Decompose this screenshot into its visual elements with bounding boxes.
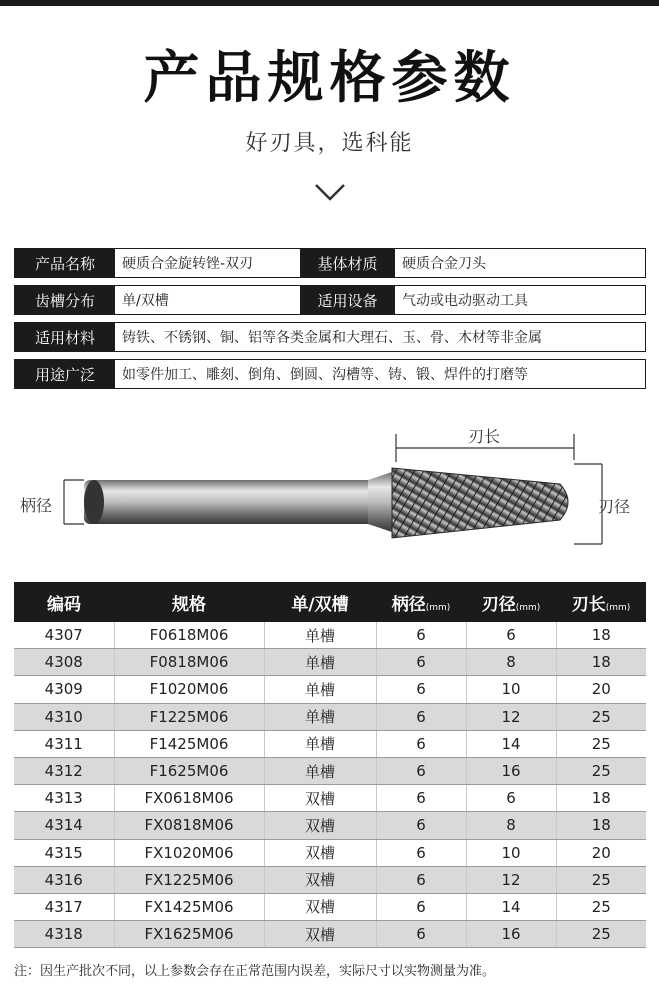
table-cell: 16 xyxy=(466,921,556,948)
table-row xyxy=(14,622,646,649)
table-cell: F1425M06 xyxy=(114,730,264,757)
table-cell: 6 xyxy=(376,703,466,730)
table-cell: 4315 xyxy=(14,839,114,866)
table-cell: 25 xyxy=(556,757,646,784)
table-cell: 单槽 xyxy=(264,622,376,649)
table-cell: 4311 xyxy=(14,730,114,757)
table-row xyxy=(14,730,646,757)
table-cell: 4314 xyxy=(14,812,114,839)
table-cell: 18 xyxy=(556,785,646,812)
table-cell: 双槽 xyxy=(264,893,376,920)
table-cell: 单槽 xyxy=(264,730,376,757)
spec-label: 产品名称 xyxy=(15,249,115,277)
spec-row xyxy=(14,285,646,315)
table-cell: 16 xyxy=(466,757,556,784)
page-title: 产品规格参数 xyxy=(143,46,516,111)
table-cell: 6 xyxy=(376,785,466,812)
table-cell: FX0818M06 xyxy=(114,812,264,839)
table-cell: 20 xyxy=(556,676,646,703)
table-cell: 4310 xyxy=(14,703,114,730)
table-cell: 12 xyxy=(466,703,556,730)
table-cell: 14 xyxy=(466,730,556,757)
column-header-blade-length: 刃长(mm) xyxy=(556,582,646,622)
spec-value: 硬质合金刀头 xyxy=(402,256,486,272)
table-cell: 6 xyxy=(376,730,466,757)
rotary-burr-illustration xyxy=(0,420,659,560)
column-header-blade-dia: 刃径(mm) xyxy=(466,582,556,622)
table-cell: 双槽 xyxy=(264,812,376,839)
table-cell: FX1425M06 xyxy=(114,893,264,920)
table-cell: 双槽 xyxy=(264,785,376,812)
spec-row xyxy=(14,359,646,389)
spec-table xyxy=(14,248,646,396)
chevron-down-icon xyxy=(314,182,346,202)
spec-value: 气动或电动驱动工具 xyxy=(402,293,528,309)
table-cell: 4309 xyxy=(14,676,114,703)
blade-length-label: 刃长 xyxy=(468,427,501,446)
table-cell: 4312 xyxy=(14,757,114,784)
table-row xyxy=(14,893,646,920)
spec-data-table xyxy=(14,582,646,948)
table-row xyxy=(14,703,646,730)
table-cell: 6 xyxy=(376,812,466,839)
table-row xyxy=(14,921,646,948)
spec-value: 如零件加工、雕刻、倒角、倒圆、沟槽等、铸、锻、焊件的打磨等 xyxy=(122,367,528,383)
table-cell: 4316 xyxy=(14,866,114,893)
table-row xyxy=(14,785,646,812)
table-cell: 25 xyxy=(556,921,646,948)
top-bar xyxy=(0,0,659,6)
column-header-flute: 单/双槽 xyxy=(264,582,376,622)
table-cell: 6 xyxy=(466,622,556,649)
table-header-row xyxy=(14,582,646,622)
table-cell: FX1225M06 xyxy=(114,866,264,893)
table-row xyxy=(14,839,646,866)
table-row xyxy=(14,649,646,676)
table-cell: 6 xyxy=(376,921,466,948)
table-cell: 6 xyxy=(376,757,466,784)
table-cell: F1625M06 xyxy=(114,757,264,784)
column-header-spec: 规格 xyxy=(114,582,264,622)
table-cell: 6 xyxy=(466,785,556,812)
table-cell: 6 xyxy=(376,866,466,893)
table-cell: 6 xyxy=(376,676,466,703)
table-cell: F1020M06 xyxy=(114,676,264,703)
table-cell: 25 xyxy=(556,730,646,757)
table-row xyxy=(14,676,646,703)
page-subtitle: 好刃具，选科能 xyxy=(245,131,414,156)
table-cell: 25 xyxy=(556,866,646,893)
table-cell: FX1625M06 xyxy=(114,921,264,948)
table-row xyxy=(14,812,646,839)
table-cell: 10 xyxy=(466,676,556,703)
table-cell: 4313 xyxy=(14,785,114,812)
spec-value: 硬质合金旋转锉-双刃 xyxy=(122,256,254,272)
tool-diagram xyxy=(0,420,659,560)
table-cell: 6 xyxy=(376,649,466,676)
table-row xyxy=(14,757,646,784)
column-header-shank: 柄径(mm) xyxy=(376,582,466,622)
table-cell: 20 xyxy=(556,839,646,866)
table-cell: 10 xyxy=(466,839,556,866)
table-cell: 18 xyxy=(556,812,646,839)
spec-value: 铸铁、不锈钢、铜、铝等各类金属和大理石、玉、骨、木材等非金属 xyxy=(122,330,542,346)
table-cell: F0818M06 xyxy=(114,649,264,676)
table-cell: 单槽 xyxy=(264,703,376,730)
table-cell: 4307 xyxy=(14,622,114,649)
table-cell: 单槽 xyxy=(264,649,376,676)
table-cell: 双槽 xyxy=(264,921,376,948)
spec-label: 基体材质 xyxy=(300,249,395,277)
table-cell: 4318 xyxy=(14,921,114,948)
spec-label: 适用设备 xyxy=(300,286,395,314)
table-cell: 4308 xyxy=(14,649,114,676)
table-cell: 12 xyxy=(466,866,556,893)
footnote: 注：因生产批次不同，以上参数会存在正常范围内误差，实际尺寸以实物测量为准。 xyxy=(14,964,496,979)
table-cell: FX1020M06 xyxy=(114,839,264,866)
table-cell: 25 xyxy=(556,703,646,730)
table-cell: F0618M06 xyxy=(114,622,264,649)
table-cell: 双槽 xyxy=(264,839,376,866)
table-cell: 18 xyxy=(556,649,646,676)
spec-row xyxy=(14,248,646,278)
table-cell: 18 xyxy=(556,622,646,649)
table-cell: 6 xyxy=(376,893,466,920)
spec-value: 单/双槽 xyxy=(122,293,169,309)
table-cell: 8 xyxy=(466,649,556,676)
column-header-code: 编码 xyxy=(14,582,114,622)
table-cell: 4317 xyxy=(14,893,114,920)
table-cell: 双槽 xyxy=(264,866,376,893)
table-cell: 8 xyxy=(466,812,556,839)
table-cell: 6 xyxy=(376,622,466,649)
table-cell: 单槽 xyxy=(264,757,376,784)
table-row xyxy=(14,866,646,893)
spec-label: 齿槽分布 xyxy=(15,286,115,314)
table-cell: 14 xyxy=(466,893,556,920)
table-cell: 6 xyxy=(376,839,466,866)
spec-row xyxy=(14,322,646,352)
spec-label: 用途广泛 xyxy=(15,360,115,388)
spec-label: 适用材料 xyxy=(15,323,115,351)
blade-diameter-label: 刃径 xyxy=(598,497,631,516)
table-cell: FX0618M06 xyxy=(114,785,264,812)
table-cell: 单槽 xyxy=(264,676,376,703)
table-cell: F1225M06 xyxy=(114,703,264,730)
shank-diameter-label: 柄径 xyxy=(20,496,53,515)
table-cell: 25 xyxy=(556,893,646,920)
